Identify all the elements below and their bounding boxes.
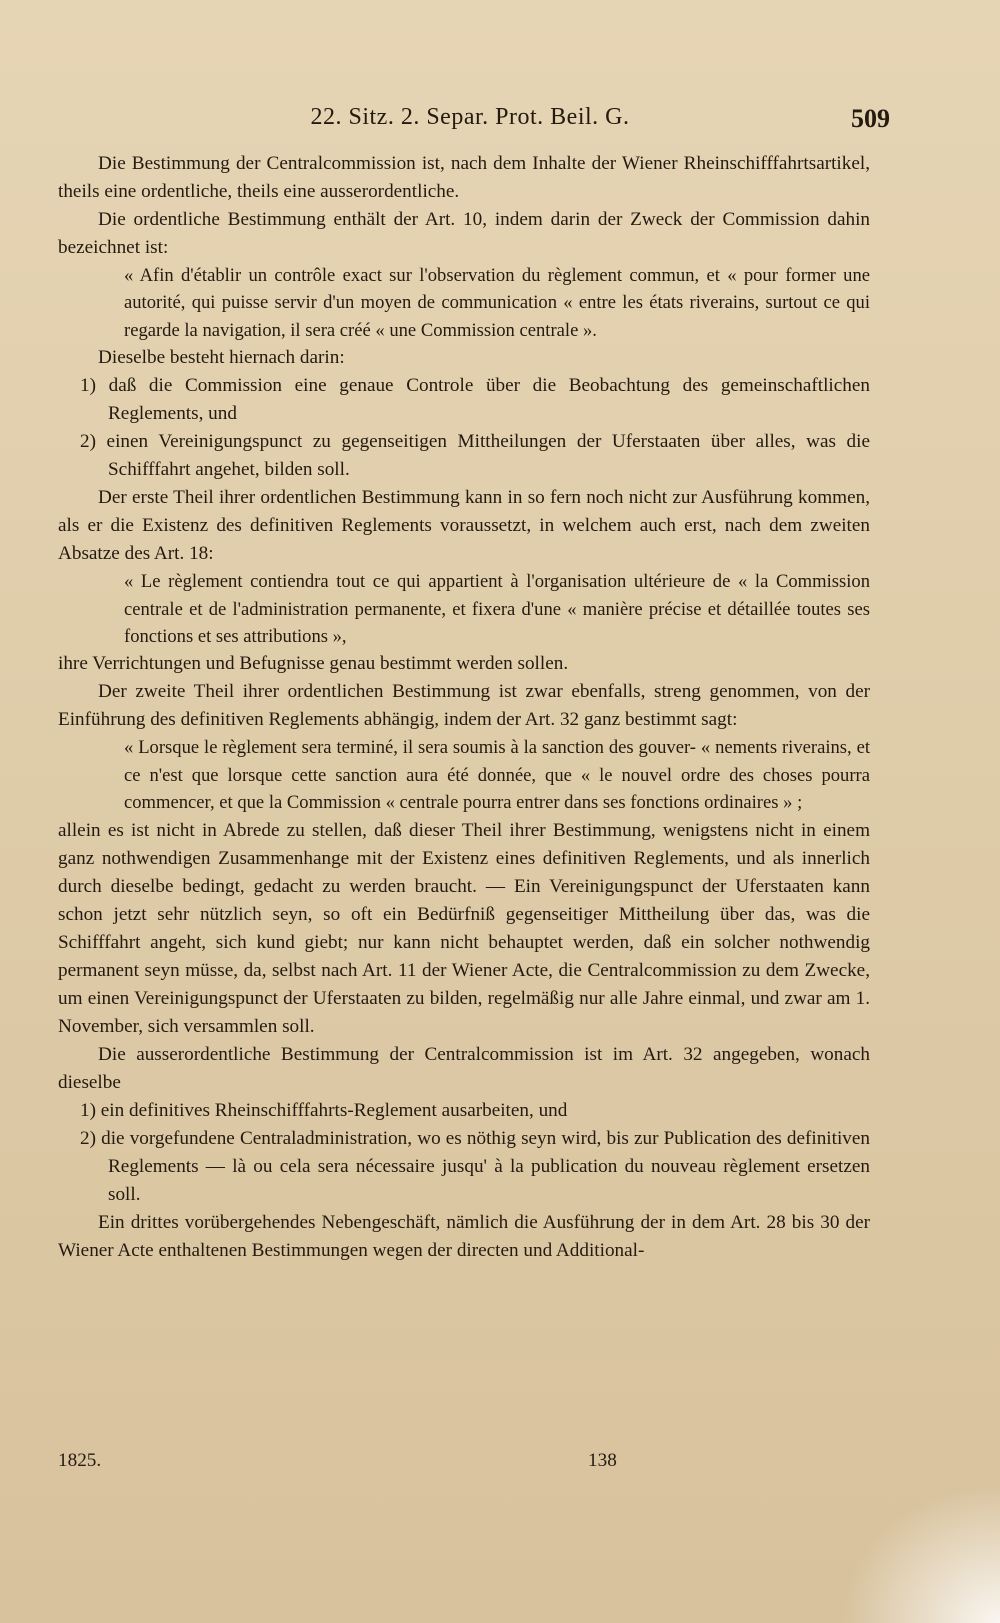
french-quote: « Le règlement contiendra tout ce qui appartient à l'organisation ultérieure de « la Commission centrale et de l'administration permanente, et fixera d'une « manière précise et détaillée toutes ses fonctions et ses attributions », (124, 571, 870, 648)
paragraph: Die ausserordentliche Bestimmung der Centralcommission ist im Art. 32 angegeben, wonach dieselbe (58, 1043, 870, 1093)
paragraph: allein es ist nicht in Abrede zu stellen, daß dieser Theil ihrer Bestimmung, wenigstens nicht in einem ganz nothwendigen Zusammenhange mit der Existenz eines definitiven Reglements, und als innerlich durch dieselbe bedingt, gedacht zu werden braucht. — Ein Vereinigungspunct der Uferstaaten kann schon jetzt sehr nützlich seyn, so oft ein Bedürfniß gegenseitiger Mittheilung über das, was die Schifffahrt angeht, sich kund giebt; nur kann nicht behauptet werden, daß ein solcher nothwendig permanent seyn müsse, da, selbst nach Art. 11 der Wiener Acte, die Centralcommission zu dem Zwecke, um einen Vereinigungspunct der Uferstaaten zu bilden, regelmäßig nur alle Jahre einmal, und zwar am 1. November, sich versammlen soll. (58, 819, 870, 1037)
paragraph: ihre Verrichtungen und Befugnisse genau bestimmt werden sollen. (58, 653, 569, 675)
page-number: 509 (851, 104, 890, 133)
list-item: 2) die vorgefundene Centraladministration, wo es nöthig seyn wird, bis zur Publication des definitiven Reglements — là ou cela sera nécessaire jusqu' à la publication du nouveau règlement ersetzen soll. (80, 1127, 870, 1205)
paragraph: Der zweite Theil ihrer ordentlichen Bestimmung ist zwar ebenfalls, streng genommen, von der Einführung des definitiven Reglements abhängig, indem der Art. 32 ganz bestimmt sagt: (58, 681, 870, 731)
list-item: 1) daß die Commission eine genaue Controle über die Beobachtung des gemeinschaftlichen Reglements, und (80, 375, 870, 425)
list-item: 2) einen Vereinigungspunct zu gegenseitigen Mittheilungen der Uferstaaten über alles, was die Schifffahrt angehet, bilden soll. (80, 431, 870, 481)
french-quote: « Lorsque le règlement sera terminé, il sera soumis à la sanction des gouver- « nements riverains, et ce n'est que lorsque cette sanction aura été donnée, que « le nouvel ordre des choses pourra commencer, et que la Commission « centrale pourra entrer dans ses fonctions ordinaires » ; (124, 737, 870, 814)
body-text (58, 150, 870, 1265)
running-title: 22. Sitz. 2. Separ. Prot. Beil. G. (310, 104, 630, 130)
french-quote: « Afin d'établir un contrôle exact sur l'observation du règlement commun, et « pour former une autorité, qui puisse servir d'un moyen de communication « entre les états riverains, surtout ce qui regarde la navigation, il sera créé « une Commission centrale ». (124, 265, 870, 341)
page-header (60, 104, 890, 144)
paragraph: Die Bestimmung der Centralcommission ist, nach dem Inhalte der Wiener Rheinschifffahrtsartikel, theils eine ordentliche, theils eine ausserordentliche. (58, 153, 870, 202)
paragraph: Dieselbe besteht hiernach darin: (98, 347, 345, 369)
signature-mark: 138 (588, 1450, 617, 1471)
list-item: 1) ein definitives Rheinschifffahrts-Reglement ausarbeiten, und (80, 1099, 568, 1121)
footer-year: 1825. (58, 1450, 102, 1471)
paragraph: Ein drittes vorübergehendes Nebengeschäft, nämlich die Ausführung der in dem Art. 28 bis 30 der Wiener Acte enthaltenen Bestimmungen wegen der directen und Additional- (58, 1211, 870, 1261)
paragraph: Die ordentliche Bestimmung enthält der Art. 10, indem darin der Zweck der Commission dahin bezeichnet ist: (58, 209, 870, 258)
paragraph: Der erste Theil ihrer ordentlichen Bestimmung kann in so fern noch nicht zur Ausführung kommen, als er die Existenz des definitiven Reglements voraussetzt, in welchem auch erst, nach dem zweiten Absatze des Art. 18: (58, 487, 870, 565)
